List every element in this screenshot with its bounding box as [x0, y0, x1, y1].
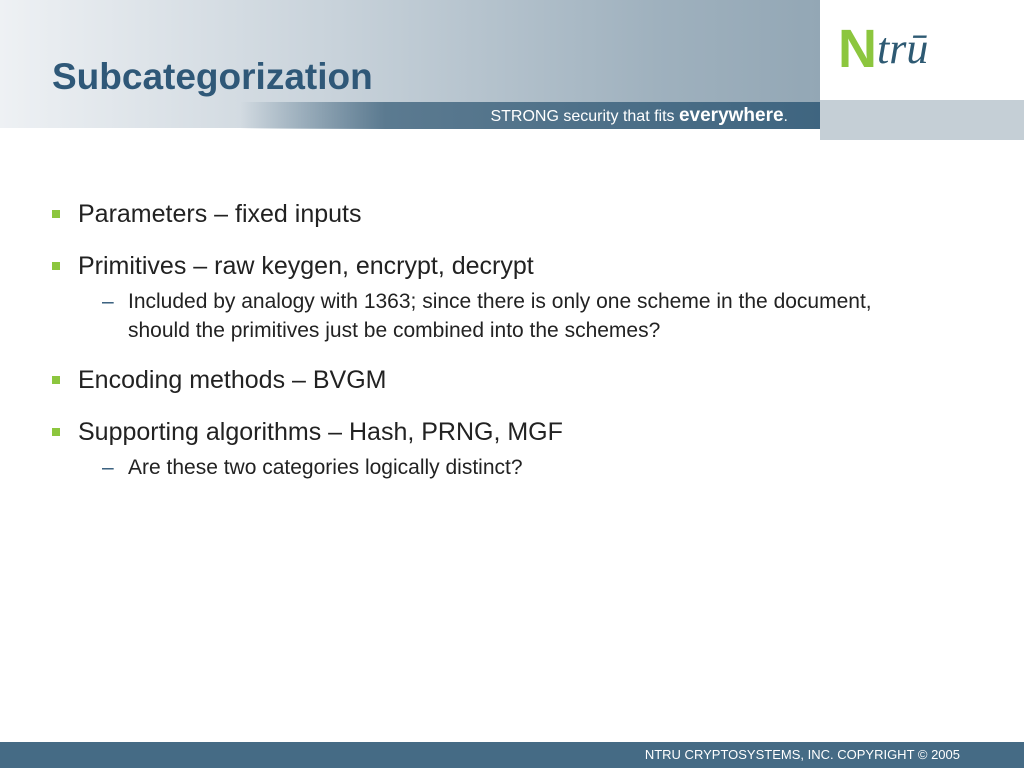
tagline	[490, 105, 820, 127]
ntru-logo	[838, 14, 929, 79]
square-bullet-icon	[52, 376, 60, 384]
bullet-item	[52, 413, 932, 451]
bullet-text: Primitives – raw keygen, encrypt, decrypt	[78, 252, 534, 280]
copyright-text: NTRU CRYPTOSYSTEMS, INC. COPYRIGHT © 2005	[644, 747, 960, 762]
dash-bullet-icon: –	[102, 456, 114, 479]
square-bullet-icon	[52, 210, 60, 218]
tagline-bar	[240, 102, 820, 129]
logo-shadow-band	[820, 100, 1024, 140]
square-bullet-icon	[52, 262, 60, 270]
slide-title: Subcategorization	[52, 56, 373, 97]
sub-bullet-text: Are these two categories logically distinct?	[128, 456, 523, 479]
footer-bar	[0, 742, 1024, 768]
sub-bullet-item	[102, 453, 932, 482]
bullet-item	[52, 361, 932, 399]
slide-content	[52, 195, 932, 498]
bullet-text: Supporting algorithms – Hash, PRNG, MGF	[78, 418, 563, 446]
sub-bullet-text: Included by analogy with 1363; since there is only one scheme in the document, should the primitives just be combined into the schemes?	[128, 290, 872, 342]
square-bullet-icon	[52, 428, 60, 436]
bullet-item	[52, 195, 932, 233]
logo-letter-n: N	[838, 19, 875, 79]
tagline-suffix: .	[783, 107, 788, 125]
bullet-text: Parameters – fixed inputs	[78, 200, 362, 228]
bullet-item	[52, 247, 932, 285]
dash-bullet-icon: –	[102, 290, 114, 313]
bullet-text: Encoding methods – BVGM	[78, 366, 387, 394]
sub-bullet-item	[102, 287, 932, 345]
logo-letters-tru: trū	[877, 24, 929, 73]
tagline-emphasis: everywhere	[678, 104, 784, 126]
tagline-prefix: STRONG security that fits	[490, 107, 679, 125]
